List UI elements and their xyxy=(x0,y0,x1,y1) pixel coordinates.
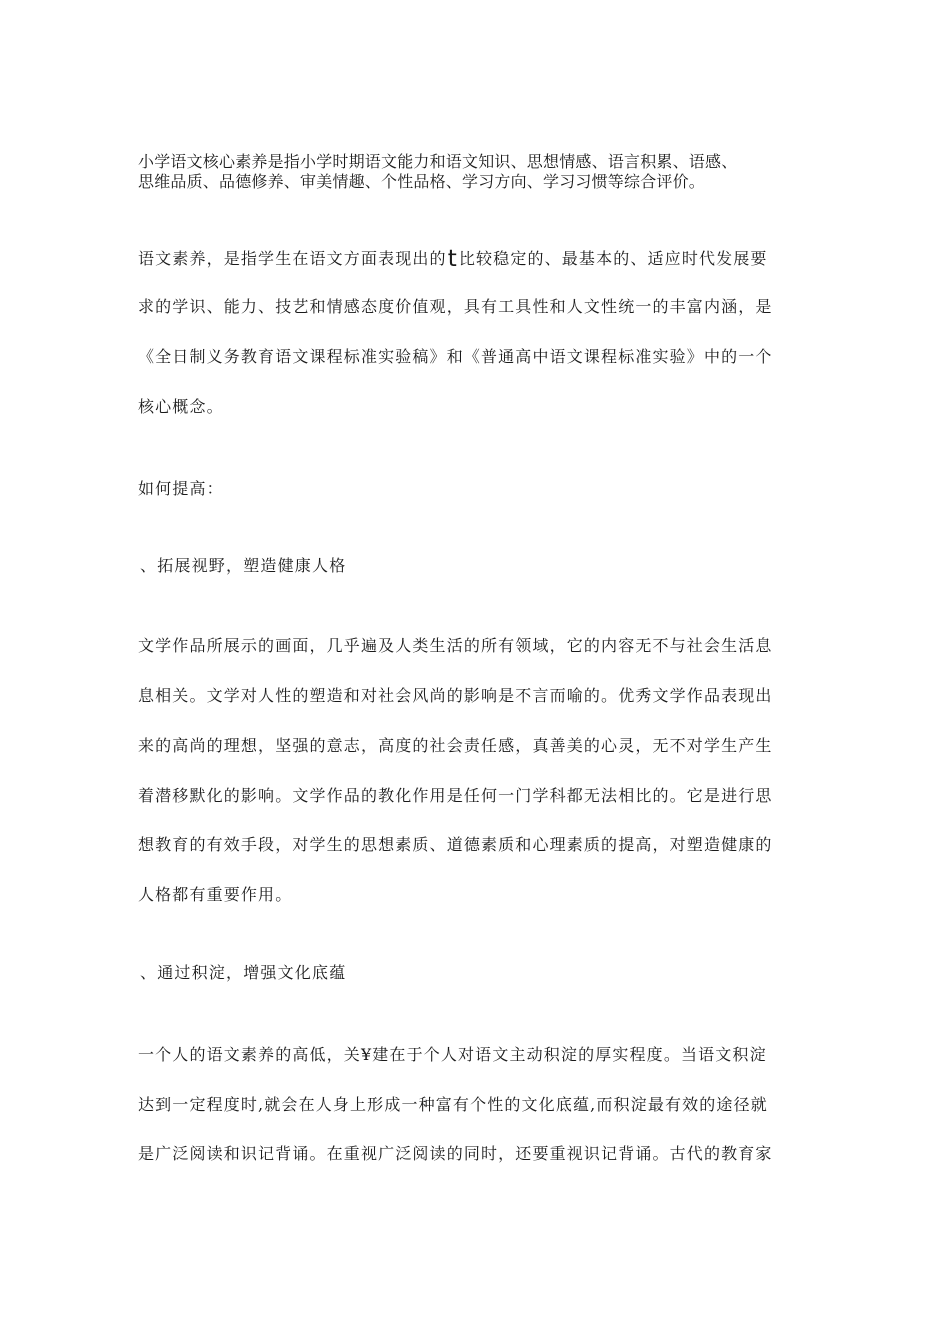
definition-line-1-start: 语文素养，是指学生在语文方面表现出的 xyxy=(138,249,447,268)
definition-line-1 xyxy=(138,246,768,272)
section-2-line-2: 达到一定程度时,就会在人身上形成一种富有个性的文化底蕴,而积淀最有效的途径就 xyxy=(138,1095,768,1114)
section-2-line-1: 一个人的语文素养的高低，关¥建在于个人对语文主动积淀的厚实程度。当语文积淀 xyxy=(138,1045,767,1064)
section-1-line-4: 着潜移默化的影响。文学作品的教化作用是任何一门学科都无法相比的。它是进行思 xyxy=(138,786,773,805)
section-1-line-2: 息相关。文学对人性的塑造和对社会风尚的影响是不言而喻的。优秀文学作品表现出 xyxy=(138,686,773,705)
stray-glyph: t xyxy=(447,246,458,272)
section-2-line-3: 是广泛阅读和识记背诵。在重视广泛阅读的同时，还要重视识记背诵。古代的教育家 xyxy=(138,1144,773,1163)
intro-line-2: 思维品质、品德修养、审美情趣、个性品格、学习方向、学习习惯等综合评价。 xyxy=(138,172,706,191)
section-1-line-5: 想教育的有效手段，对学生的思想素质、道德素质和心理素质的提高，对塑造健康的 xyxy=(138,835,773,854)
section-2-heading: 、通过积淀，增强文化底蕴 xyxy=(140,963,347,982)
intro-line-1: 小学语文核心素养是指小学时期语文能力和语文知识、思想情感、语言积累、语感、 xyxy=(138,152,738,171)
section-1-line-1: 文学作品所展示的画面，几乎遍及人类生活的所有领域，它的内容无不与社会生活息 xyxy=(138,636,773,655)
definition-line-1-end: 比较稳定的、最基本的、适应时代发展要 xyxy=(458,249,768,268)
definition-line-2: 求的学识、能力、技艺和情感态度价值观，具有工具性和人文性统一的丰富内涵，是 xyxy=(138,297,773,316)
section-1-line-6: 人格都有重要作用。 xyxy=(138,885,293,904)
section-1-heading: 、拓展视野，塑造健康人格 xyxy=(140,556,347,575)
definition-line-3: 《全日制义务教育语文课程标准实验稿》和《普通高中语文课程标准实验》中的一个 xyxy=(138,347,773,366)
section-1-line-3: 来的高尚的理想，坚强的意志，高度的社会责任感，真善美的心灵，无不对学生产生 xyxy=(138,736,773,755)
definition-line-4: 核心概念。 xyxy=(138,397,224,416)
how-to-improve-heading: 如何提高： xyxy=(138,479,224,498)
